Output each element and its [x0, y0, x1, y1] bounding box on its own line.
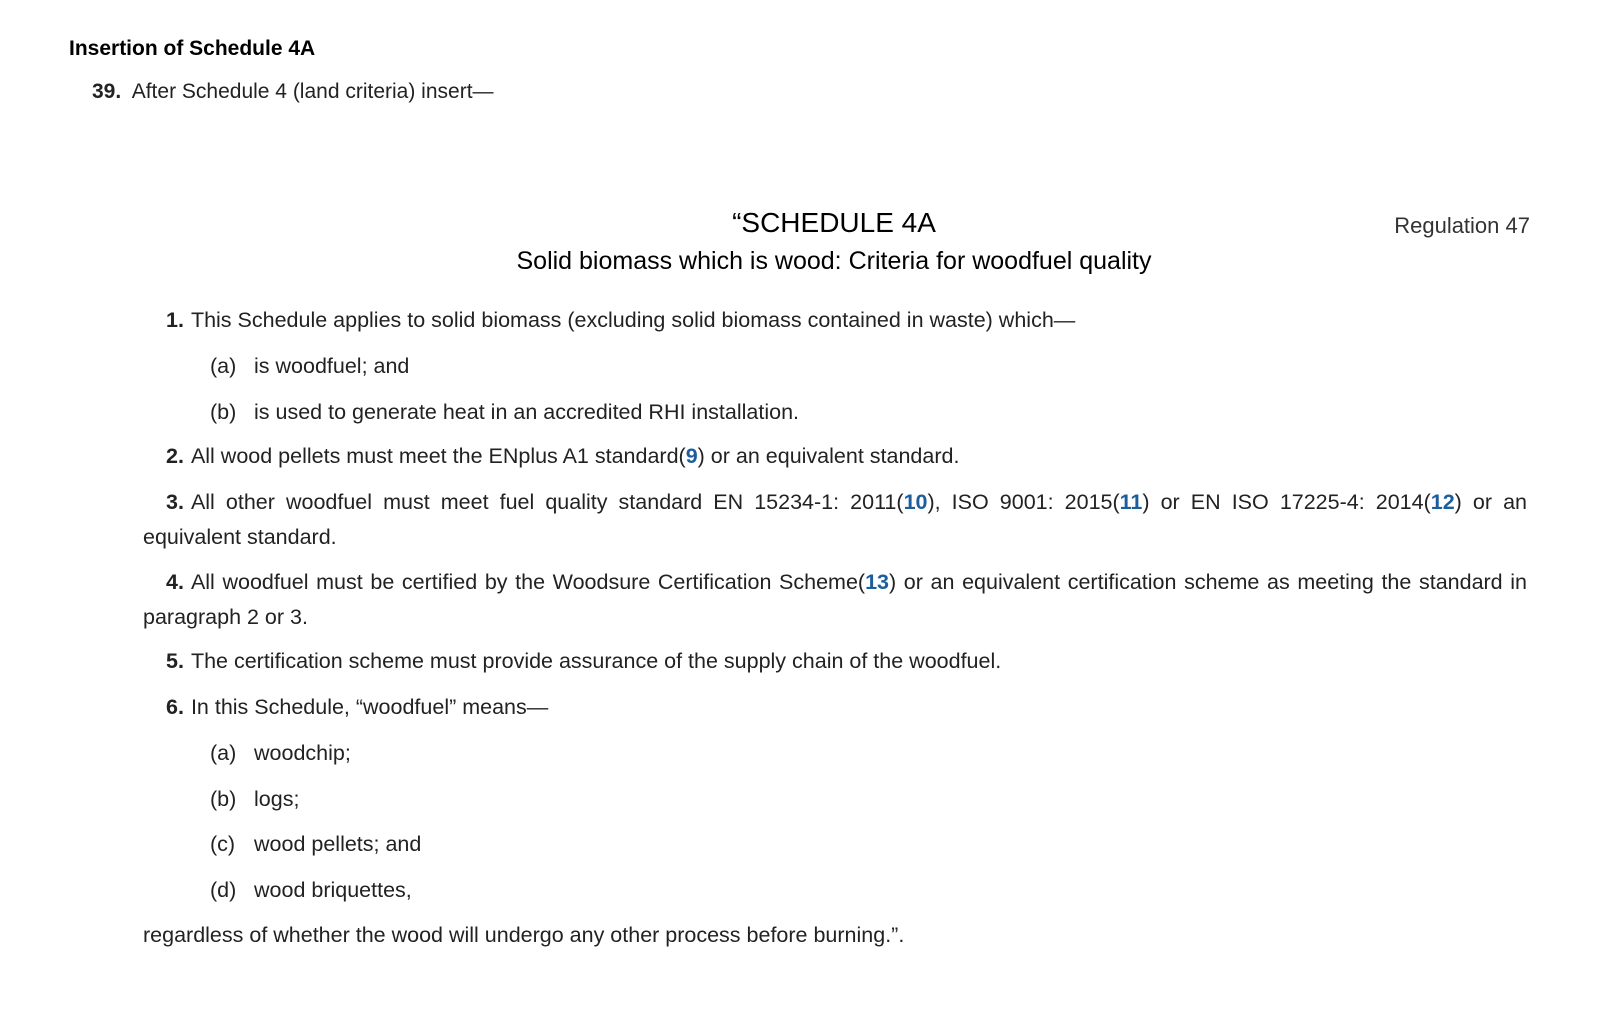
paragraph-number: 5. [166, 649, 184, 673]
subparagraph-label: (b) [210, 787, 237, 811]
paragraph-number: 2. [166, 444, 184, 468]
intro-paragraph [92, 80, 494, 104]
paragraph-4 [143, 565, 1527, 635]
regulation-reference: Regulation 47 [1394, 213, 1530, 238]
subparagraph-text: is woodfuel; and [254, 354, 410, 378]
paragraph-3 [143, 485, 1527, 555]
paragraph-text: ) or an equivalent certification scheme as meeting the standard in paragraph 2 or 3. [143, 570, 1527, 629]
footnote-link-13[interactable]: 13 [865, 570, 889, 594]
subparagraph-6a [210, 741, 351, 766]
paragraph-text: ), ISO 9001: 2015( [927, 490, 1120, 514]
paragraph-text: ) or an equivalent standard. [697, 444, 960, 468]
subparagraph-text: logs; [254, 787, 300, 811]
footnote-link-11[interactable]: 11 [1119, 490, 1143, 514]
subparagraph-text: woodchip; [254, 741, 351, 765]
paragraph-number: 3. [166, 490, 184, 514]
paragraph-number: 4. [166, 570, 184, 594]
paragraph-text: All other woodfuel must meet fuel quality standard EN 15234-1: 2011( [190, 490, 904, 514]
paragraph-text: All woodfuel must be certified by the Woodsure Certification Scheme( [190, 570, 866, 594]
closing-text: regardless of whether the wood will undergo any other process before burning.”. [143, 923, 905, 947]
subparagraph-text: wood pellets; and [254, 832, 422, 856]
subparagraph-label: (b) [210, 400, 237, 424]
subparagraph-text: is used to generate heat in an accredited RHI installation. [254, 400, 799, 424]
subparagraph-1b [210, 400, 799, 425]
intro-text: After Schedule 4 (land criteria) insert— [131, 80, 494, 103]
footnote-link-9[interactable]: 9 [685, 444, 698, 468]
subparagraph-text: wood briquettes, [254, 878, 412, 902]
subparagraph-1a [210, 354, 409, 379]
subparagraph-6b [210, 787, 299, 812]
footnote-link-10[interactable]: 10 [903, 490, 928, 514]
schedule-subtitle: Solid biomass which is wood: Criteria for woodfuel quality [516, 247, 1152, 275]
paragraph-text: In this Schedule, “woodfuel” means— [190, 695, 549, 719]
subparagraph-label: (a) [210, 354, 237, 378]
footnote-link-12[interactable]: 12 [1430, 490, 1455, 514]
paragraph-2 [143, 439, 1527, 474]
paragraph-1 [143, 303, 1527, 338]
paragraph-number: 6. [166, 695, 184, 719]
paragraph-text: The certification scheme must provide assurance of the supply chain of the woodfuel. [190, 649, 1002, 673]
intro-number: 39. [92, 80, 122, 103]
paragraph-text: All wood pellets must meet the ENplus A1 standard( [190, 444, 686, 468]
subparagraph-label: (d) [210, 878, 237, 902]
subparagraph-6d [210, 878, 412, 903]
paragraph-5 [143, 644, 1527, 679]
subparagraph-label: (a) [210, 741, 237, 765]
paragraph-6 [143, 690, 1527, 725]
paragraph-text: This Schedule applies to solid biomass (excluding solid biomass contained in waste) which— [190, 308, 1076, 332]
paragraph-text: ) or EN ISO 17225-4: 2014( [1142, 490, 1431, 514]
paragraph-text: ) or an equivalent standard. [143, 490, 1527, 549]
schedule-title: “SCHEDULE 4A [732, 207, 936, 238]
section-heading: Insertion of Schedule 4A [69, 37, 316, 60]
subparagraph-6c [210, 832, 421, 857]
subparagraph-label: (c) [210, 832, 236, 856]
paragraph-number: 1. [166, 308, 184, 332]
